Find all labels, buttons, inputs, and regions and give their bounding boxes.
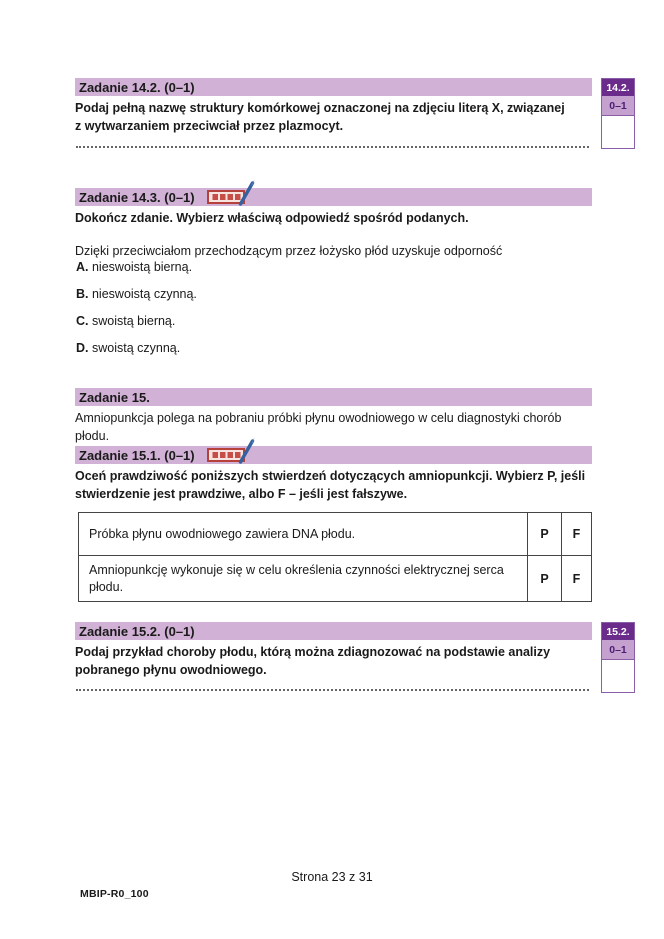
task-14-2-header [75,78,592,96]
task-15-2 [75,622,592,702]
task-15-title: Zadanie 15. [79,389,150,405]
page-number: Strona 23 z 31 [291,870,373,884]
score-badge-14-2 [601,78,635,149]
task-14-2-title: Zadanie 14.2. (0–1) [79,79,195,95]
answer-card-cell [220,194,226,200]
statement-cell: Próbka płynu owodniowego zawiera DNA płodu. [79,513,528,556]
answer-card-cell [228,194,234,200]
instruction-line: Oceń prawdziwość poniższych stwierdzeń dotyczących amniopunkcji. Wybierz P, jeśli [75,469,586,483]
question-line: z wytwarzaniem przeciwciał przez plazmocyt. [75,119,344,133]
answer-sheet-icon [207,175,257,205]
score-badge-empty-box [602,115,634,148]
task-15-intro [75,409,592,445]
task-14-2-question [75,99,592,135]
answer-card-cell [213,194,219,200]
task-15-header [75,388,592,406]
task-14-3-title: Zadanie 14.3. (0–1) [79,189,195,205]
table-row [79,556,592,602]
question-line: Podaj pełną nazwę struktury komórkowej oznaczonej na zdjęciu literą X, związanej [75,101,565,115]
score-badge-task-number: 15.2. [602,623,634,640]
task-14-3-header [75,188,592,206]
task-15-1-title: Zadanie 15.1. (0–1) [79,447,195,463]
option-a [76,260,192,274]
true-false-table [78,512,592,602]
option-text: swoistą bierną. [91,314,176,328]
form-code: MBIP-R0_100 [80,888,149,900]
option-d [76,341,180,355]
true-cell: P [528,556,562,602]
option-text: nieswoistą czynną. [91,287,197,301]
answer-card-cell [220,452,226,458]
statement-cell: Amniopunkcję wykonuje się w celu określenia czynności elektrycznej serca płodu. [79,556,528,602]
false-cell: F [562,556,592,602]
task-14-3-stem: Dzięki przeciwciałom przechodzącym przez łożysko płód uzyskuje odporność [75,244,503,258]
option-letter: C. [76,314,89,328]
task-15-2-title: Zadanie 15.2. (0–1) [79,623,195,639]
question-line: Podaj przykład choroby płodu, którą można zdiagnozować na podstawie analizy [75,645,551,659]
answer-sheet-icon [207,433,257,463]
task-14-2-answer-line [76,146,589,148]
option-c [76,314,175,328]
task-14-3 [75,188,592,378]
task-15-1-header [75,446,592,464]
task-15 [75,388,592,446]
answer-card-cell [235,452,241,458]
score-badge-points: 0–1 [602,640,634,659]
answer-card-cell [228,452,234,458]
task-15-2-header [75,622,592,640]
option-b [76,287,197,301]
score-badge-empty-box [602,659,634,692]
task-15-2-answer-line [76,689,589,691]
false-cell: F [562,513,592,556]
task-15-1-instruction [75,467,592,503]
option-text: swoistą czynną. [91,341,181,355]
option-letter: B. [76,287,89,301]
option-letter: D. [76,341,89,355]
task-14-2 [75,78,592,158]
intro-line: płodu. [75,429,110,443]
task-15-1 [75,446,592,506]
question-line: pobranego płynu owodniowego. [75,663,267,677]
score-badge-task-number: 14.2. [602,79,634,96]
intro-line: Amniopunkcja polega na pobraniu próbki płynu owodniowego w celu diagnostyki chorób [75,411,562,425]
table-row [79,513,592,556]
score-badge-points: 0–1 [602,96,634,115]
option-letter: A. [76,260,89,274]
instruction-line: stwierdzenie jest prawdziwe, albo F – jeśli jest fałszywe. [75,487,408,501]
answer-card-cell [213,452,219,458]
task-15-2-question [75,643,592,679]
task-14-3-instruction: Dokończ zdanie. Wybierz właściwą odpowiedź spośród podanych. [75,211,469,225]
answer-card-cell [235,194,241,200]
score-badge-15-2 [601,622,635,693]
option-text: nieswoistą bierną. [91,260,193,274]
true-cell: P [528,513,562,556]
